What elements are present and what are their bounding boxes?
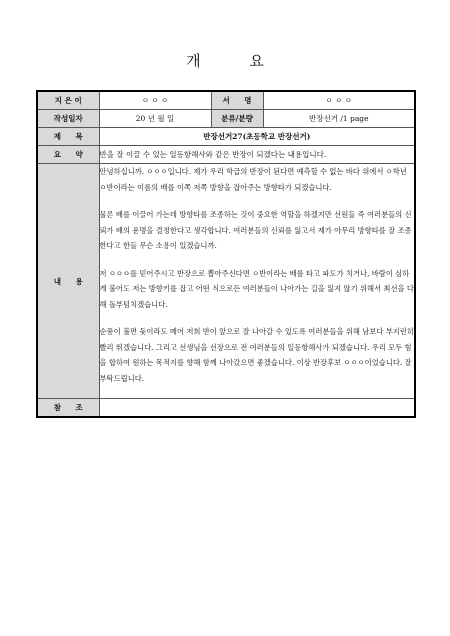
reference-value: [99, 399, 415, 418]
summary-label: 요 약: [37, 146, 99, 164]
summary-value: 반을 잘 이끌 수 있는 일등항해사와 같은 반장이 되겠다는 내용입니다.: [99, 146, 415, 164]
signature-label: 서 명: [211, 91, 263, 110]
category-value: 반장선거 /1 page: [263, 110, 415, 128]
content-paragraph: 물론 배를 이끌어 가는데 방향타를 조종하는 것이 중요한 역할을 하겠지만 선원들 즉 여러분들의 신뢰가 배의 운명을 결정한다고 생각합니다. 여러분들의 신뢰를 잃고서 제가 아무리 방향타를 잘 조종한다고 한들 무슨 소용이 있겠습니까.: [99, 210, 412, 250]
summary-row: [37, 146, 415, 164]
content-paragraph: 저 ㅇㅇㅇ를 믿어주시고 반장으로 뽑아주신다면 ㅇ반이라는 배를 타고 파도가 치거나, 바람이 심하게 불어도 저는 방향키를 잡고 어떤 식으로든 여러분들이 나아가는 길을 잃지 않기 위해서 최선을 다해 돌부텀치겠습니다.: [99, 268, 414, 309]
category-label: 분류/분량: [211, 110, 263, 128]
subject-value: 반장선거27(초등학교 반장선거): [99, 128, 415, 146]
page-title: 개 요: [186, 52, 286, 70]
summary-table: [36, 90, 416, 418]
date-label: 작성일자: [37, 110, 99, 128]
signature-value: ㅇ ㅇ ㅇ: [263, 91, 415, 110]
content-body: [99, 164, 415, 399]
reference-row: [37, 399, 415, 418]
reference-label: 참 조: [37, 399, 99, 418]
author-value: ㅇ ㅇ ㅇ: [99, 91, 211, 110]
author-row: [37, 91, 415, 110]
date-value: 20 년 월 일: [99, 110, 211, 128]
subject-row: [37, 128, 415, 146]
author-label: 지 은 이: [37, 91, 99, 110]
content-label: 내 용: [37, 164, 99, 399]
content-row: [37, 164, 415, 399]
date-row: [37, 110, 415, 128]
content-paragraph: 안녕하십니까. ㅇㅇㅇ입니다. 제가 우리 학급의 반장이 된다면 예측할 수 없는 바다 위에서 ㅇ학년 ㅇ반이라는 이름의 배를 이쪽 저쪽 방향을 잡아주는 방향타가 되겠습니다.: [99, 167, 407, 192]
subject-label: 제 목: [37, 128, 99, 146]
content-paragraph: 순풍이 불면 돛이라도 메어 저희 반이 앞으로 잘 나아갈 수 있도록 여러분들을 위해 남보다 부지런히 빨리 뛰겠습니다. 그리고 선생님을 선장으로 전 여러분들의 일등항해사가 되겠습니다. 우리 모두 힘을 합하여 원하는 목적지를 향해 함께 나아갔으면 좋겠습니다. 이상 반장후보 ㅇㅇㅇ이었습니다. 잘 부탁드립니다.: [99, 327, 414, 383]
